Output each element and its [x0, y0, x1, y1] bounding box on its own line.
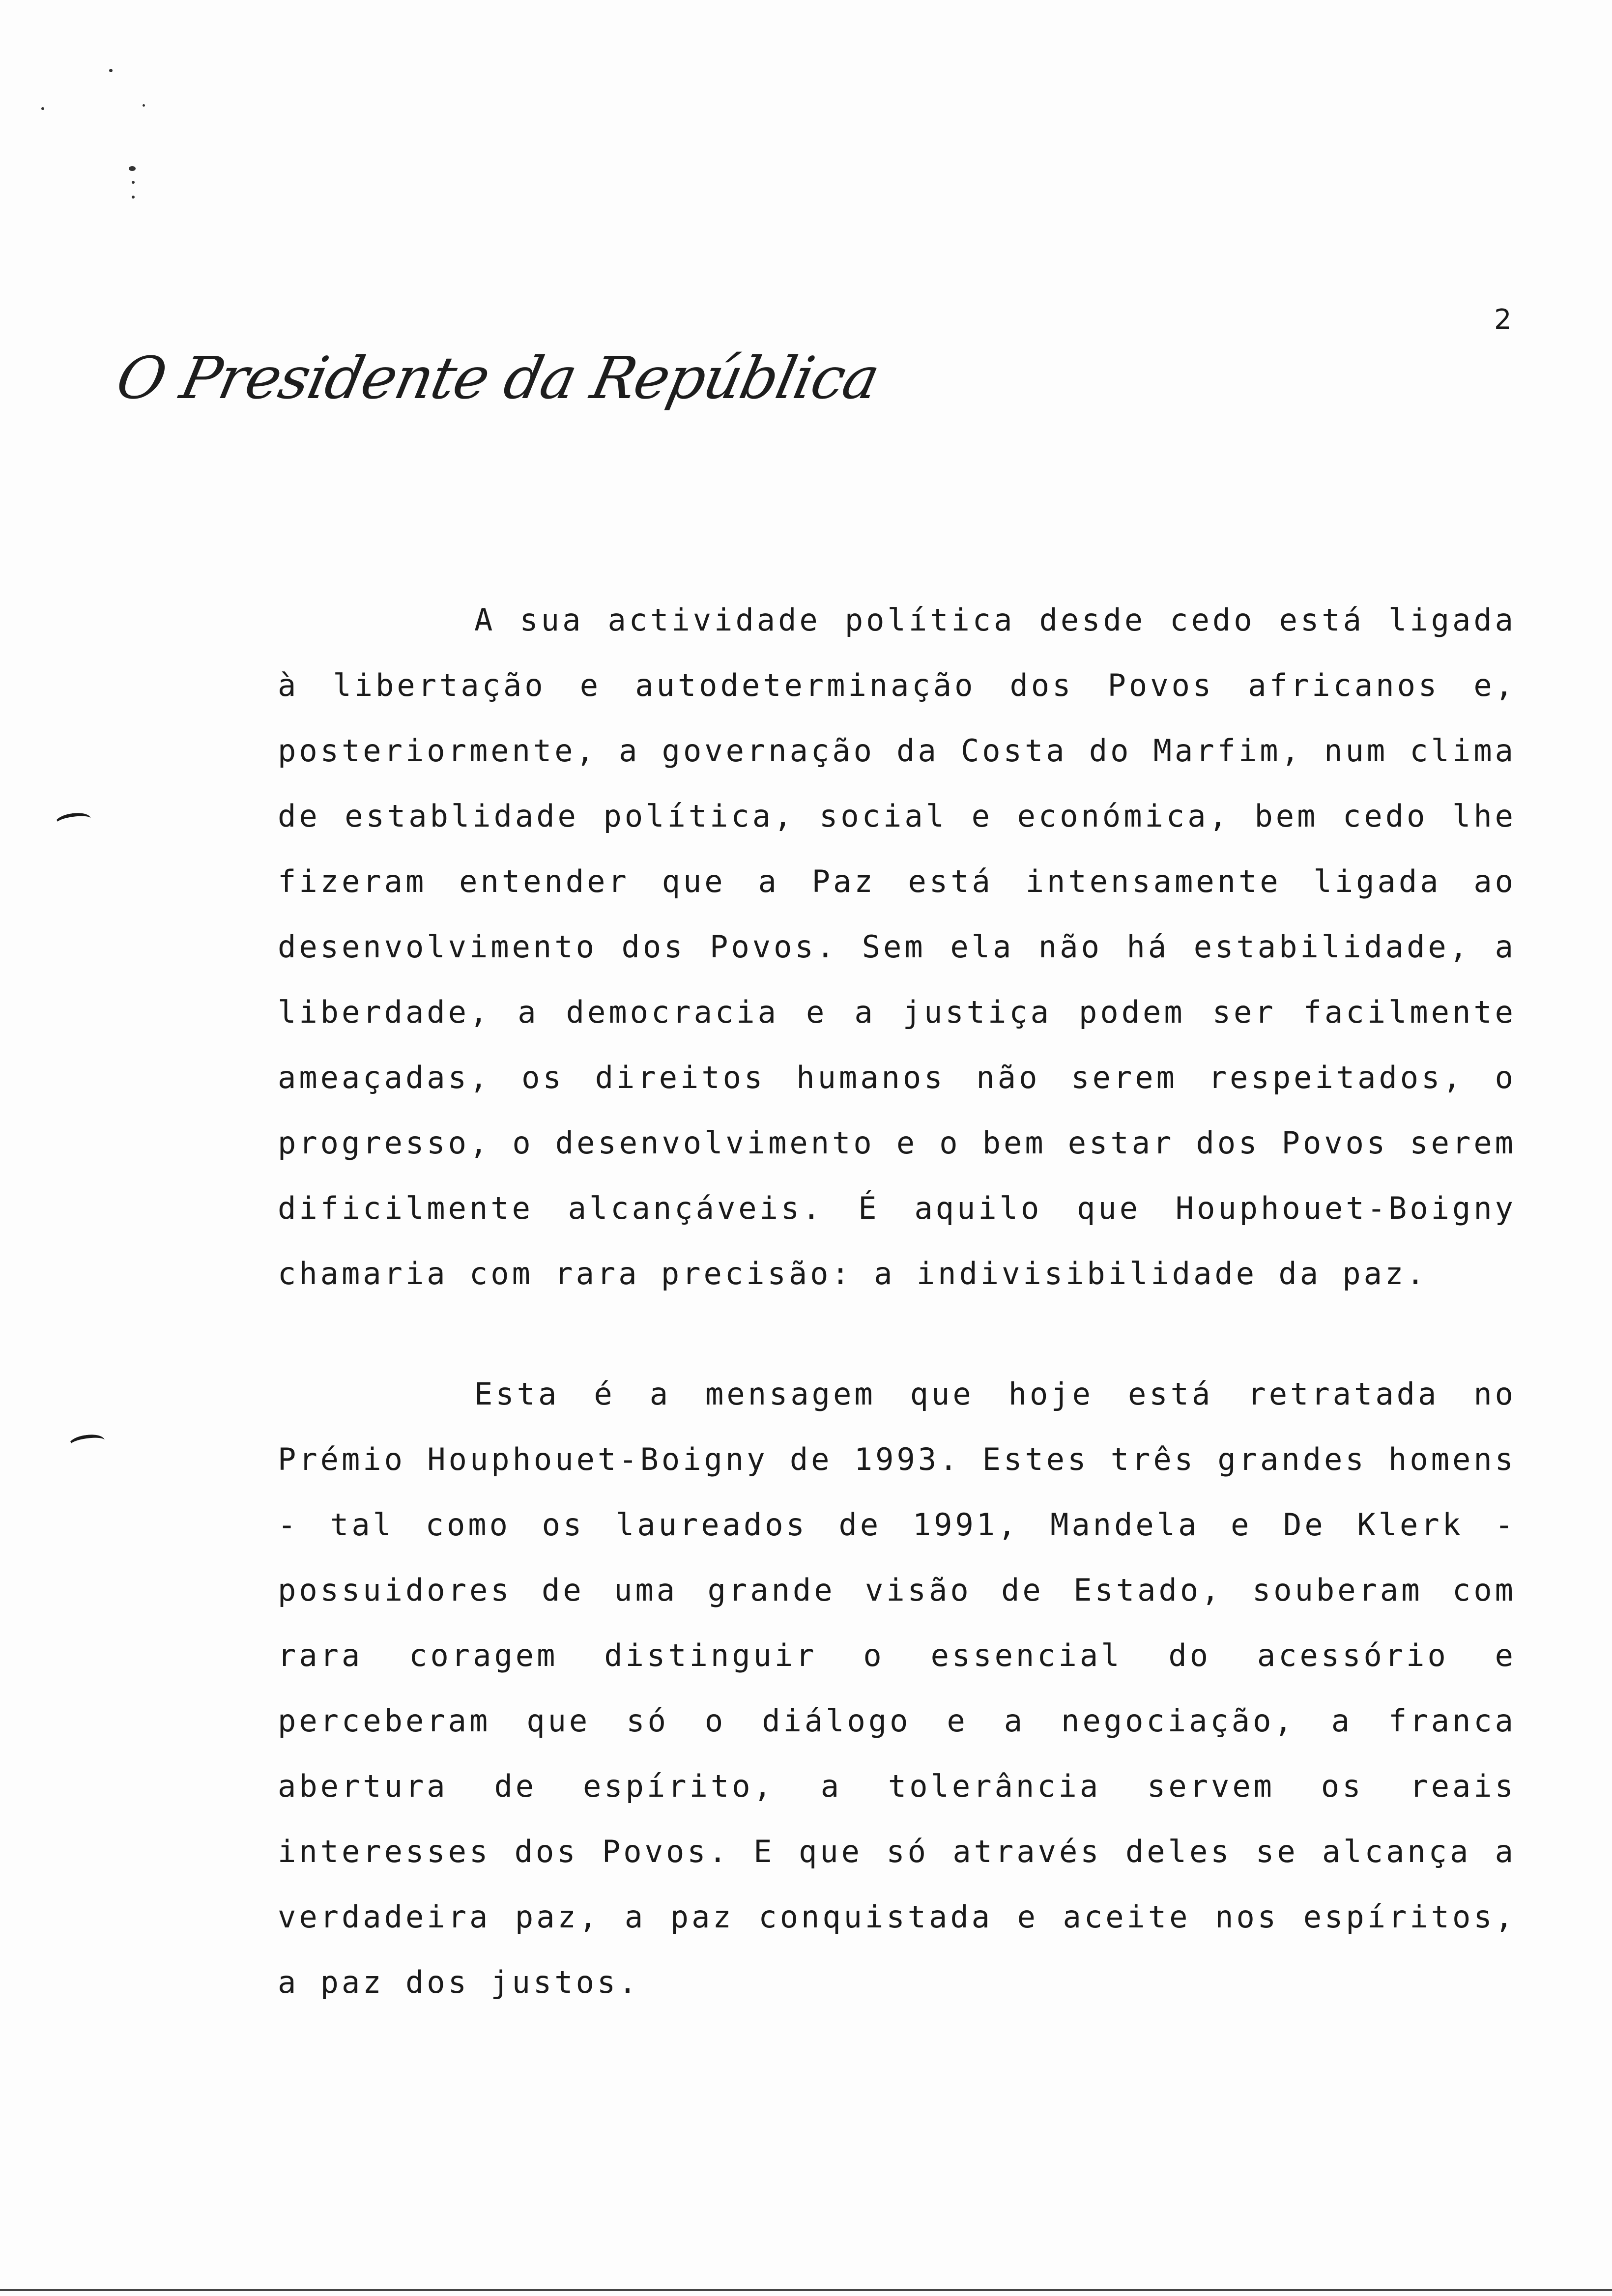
margin-punch-mark: [54, 811, 92, 831]
scan-speck: [129, 166, 136, 171]
scan-speck: [132, 181, 135, 184]
scan-speck: [41, 107, 44, 110]
scan-speck: [143, 104, 145, 107]
scan-speck: [132, 196, 135, 199]
margin-punch-mark: [68, 1433, 106, 1453]
letterhead-title: O Presidente da República: [111, 344, 885, 412]
body-paragraph: Esta é a mensagem que hoje está retratada no Prémio Houphouet-Boigny de 1993. Estes três grandes homens - tal como os laureados de 1991, Mandela e De Klerk - possuidores de uma grande visão de Estado, souberam com rara coragem distinguir o essencial do acessório e perceberam que só o diálogo e a negociação, a franca abertura de espírito, a tolerância servem os reais interesses dos Povos. E que só através deles se alcança a verdadeira paz, a paz conquistada e aceite nos espíritos, a paz dos justos.: [278, 1376, 1516, 2000]
page-number: 2: [1494, 304, 1512, 336]
scan-edge-line: [0, 2289, 1612, 2291]
body-paragraph: A sua actividade política desde cedo está ligada à libertação e autodeterminação dos Povos africanos e, posteriormente, a governação da Costa do Marfim, num clima de establidade política, social e económica, bem cedo lhe fizeram entender que a Paz está intensamente ligada ao desenvolvimento dos Povos. Sem ela não há estabilidade, a liberdade, a democracia e a justiça podem ser facilmente ameaçadas, os direitos humanos não serem respeitados, o progresso, o desenvolvimento e o bem estar dos Povos serem dificilmente alcançáveis. É aquilo que Houphouet-Boigny chamaria com rara precisão: a indivisibilidade da paz.: [278, 602, 1516, 1292]
scan-speck: [109, 69, 113, 72]
